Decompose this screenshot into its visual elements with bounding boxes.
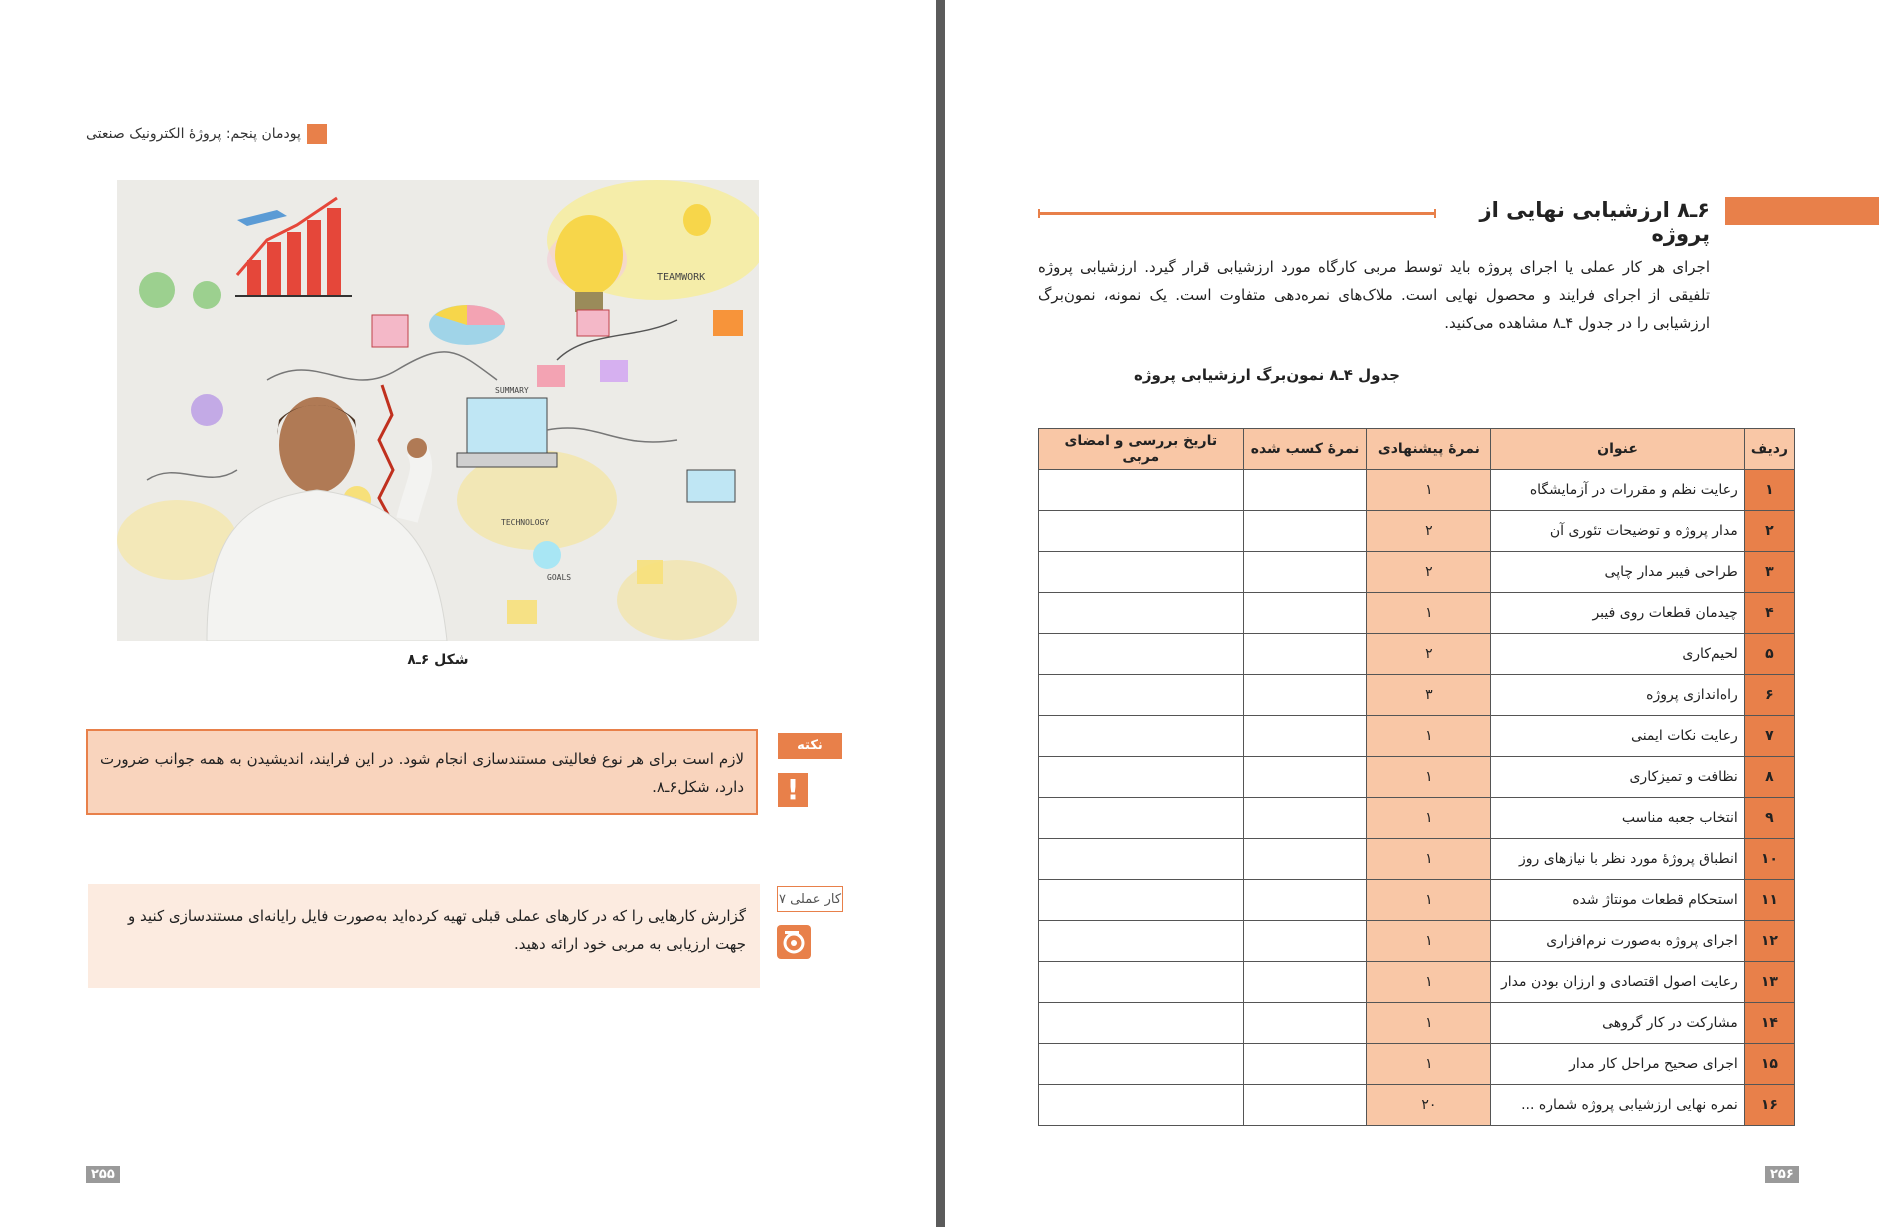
header-suggested-score: نمرۀ پیشنهادی	[1367, 429, 1491, 470]
cell-obtained-score	[1243, 552, 1367, 593]
cell-obtained-score	[1243, 1003, 1367, 1044]
section-rule	[1038, 212, 1436, 215]
cell-review-date-signature	[1039, 1044, 1244, 1085]
cell-review-date-signature	[1039, 511, 1244, 552]
cell-review-date-signature	[1039, 798, 1244, 839]
cell-row-number: ۱۲	[1744, 921, 1794, 962]
cell-suggested-score: ۱	[1367, 1044, 1491, 1085]
cell-review-date-signature	[1039, 757, 1244, 798]
cell-title: رعایت نکات ایمنی	[1491, 716, 1745, 757]
cell-obtained-score	[1243, 1044, 1367, 1085]
cell-obtained-score	[1243, 880, 1367, 921]
cell-review-date-signature	[1039, 880, 1244, 921]
cell-review-date-signature	[1039, 675, 1244, 716]
note-tag: نکته	[778, 733, 842, 759]
cell-title: راه‌اندازی پروژه	[1491, 675, 1745, 716]
table-row	[1039, 921, 1795, 962]
cell-row-number: ۷	[1744, 716, 1794, 757]
cell-row-number: ۵	[1744, 634, 1794, 675]
cell-title: نظافت و تمیزکاری	[1491, 757, 1745, 798]
cell-suggested-score: ۲۰	[1367, 1085, 1491, 1126]
figure-text-teamwork: TEAMWORK	[657, 272, 706, 283]
section-marker-bar	[1725, 197, 1879, 225]
figure-caption: شکل ۶ـ۸	[407, 652, 469, 668]
evaluation-table-body	[1039, 470, 1795, 1126]
cell-obtained-score	[1243, 511, 1367, 552]
table-row	[1039, 634, 1795, 675]
cell-review-date-signature	[1039, 470, 1244, 511]
cell-review-date-signature	[1039, 1085, 1244, 1126]
cell-review-date-signature	[1039, 552, 1244, 593]
table-row	[1039, 511, 1795, 552]
figure-brainstorm-illustration	[117, 180, 759, 641]
module-marker	[307, 124, 327, 144]
cell-row-number: ۱۵	[1744, 1044, 1794, 1085]
header-row-number: ردیف	[1744, 429, 1794, 470]
practical-work-tag: کار عملی ۷	[777, 886, 843, 912]
cell-suggested-score: ۲	[1367, 552, 1491, 593]
module-title: پودمان پنجم: پروژۀ الکترونیک صنعتی	[86, 126, 301, 142]
table-row	[1039, 470, 1795, 511]
cell-row-number: ۱	[1744, 470, 1794, 511]
cell-title: لحیم‌کاری	[1491, 634, 1745, 675]
cell-title: اجرای صحیح مراحل کار مدار	[1491, 1044, 1745, 1085]
cell-title: استحکام قطعات مونتاژ شده	[1491, 880, 1745, 921]
cell-suggested-score: ۲	[1367, 511, 1491, 552]
cell-title: مدار پروژه و توضیحات تئوری آن	[1491, 511, 1745, 552]
cell-review-date-signature	[1039, 716, 1244, 757]
cell-suggested-score: ۱	[1367, 470, 1491, 511]
cell-title: چیدمان قطعات روی فیبر	[1491, 593, 1745, 634]
cell-title: رعایت اصول اقتصادی و ارزان بودن مدار	[1491, 962, 1745, 1003]
header-title: عنوان	[1491, 429, 1745, 470]
cell-row-number: ۱۶	[1744, 1085, 1794, 1126]
table-row	[1039, 962, 1795, 1003]
cell-suggested-score: ۱	[1367, 1003, 1491, 1044]
cell-title: نمره نهایی ارزشیابی پروژه شماره ...	[1491, 1085, 1745, 1126]
table-row	[1039, 839, 1795, 880]
cell-obtained-score	[1243, 470, 1367, 511]
table-row	[1039, 716, 1795, 757]
header-obtained-score: نمرۀ کسب شده	[1243, 429, 1367, 470]
table-row	[1039, 880, 1795, 921]
page-number-right: ۲۵۶	[1765, 1166, 1799, 1183]
figure-text-technology: TECHNOLOGY	[501, 518, 550, 527]
table-row	[1039, 675, 1795, 716]
table-row	[1039, 1085, 1795, 1126]
evaluation-table	[1038, 428, 1795, 1126]
cell-obtained-score	[1243, 798, 1367, 839]
cell-suggested-score: ۱	[1367, 962, 1491, 1003]
cell-row-number: ۶	[1744, 675, 1794, 716]
cell-suggested-score: ۱	[1367, 798, 1491, 839]
cell-row-number: ۸	[1744, 757, 1794, 798]
cell-obtained-score	[1243, 675, 1367, 716]
brainstorm-illustration	[117, 180, 759, 641]
cell-review-date-signature	[1039, 1003, 1244, 1044]
table-row	[1039, 593, 1795, 634]
figure-text-goals: GOALS	[547, 573, 572, 582]
table-row	[1039, 1003, 1795, 1044]
cell-suggested-score: ۲	[1367, 634, 1491, 675]
table-row	[1039, 552, 1795, 593]
cell-title: انتخاب جعبه مناسب	[1491, 798, 1745, 839]
practical-work-text: گزارش کارهایی را که در کارهای عملی قبلی تهیه کرده‌اید به‌صورت فایل رایانه‌ای مستندسازی کنید و جهت ارزیابی به مربی خود ارائه دهید.	[128, 907, 746, 953]
intro-paragraph: اجرای هر کار عملی یا اجرای پروژه باید توسط مربی کارگاه مورد ارزشیابی قرار گیرد. ارزشیابی پروژه تلفیقی از اجرای فرایند و محصول نهایی است. ملاک‌های نمره‌دهی متفاوت است. یک نمونه، نمون‌برگ ارزشیابی را در جدول ۴ـ۸ مشاهده می‌کنید.	[1038, 258, 1710, 332]
cell-title: انطباق پروژۀ مورد نظر با نیازهای روز	[1491, 839, 1745, 880]
cell-review-date-signature	[1039, 634, 1244, 675]
exclamation-icon: !	[778, 773, 808, 807]
table-header-row	[1039, 429, 1795, 470]
table-row	[1039, 798, 1795, 839]
cell-row-number: ۱۴	[1744, 1003, 1794, 1044]
left-page	[0, 0, 936, 1227]
cell-title: مشارکت در کار گروهی	[1491, 1003, 1745, 1044]
cell-obtained-score	[1243, 921, 1367, 962]
note-box	[86, 729, 758, 815]
cell-row-number: ۱۱	[1744, 880, 1794, 921]
cell-suggested-score: ۳	[1367, 675, 1491, 716]
cell-suggested-score: ۱	[1367, 880, 1491, 921]
cell-obtained-score	[1243, 757, 1367, 798]
book-spine	[936, 0, 945, 1227]
cell-row-number: ۱۰	[1744, 839, 1794, 880]
figure-text-summary: SUMMARY	[495, 386, 529, 395]
table-row	[1039, 1044, 1795, 1085]
cell-obtained-score	[1243, 634, 1367, 675]
cell-obtained-score	[1243, 1085, 1367, 1126]
cell-obtained-score	[1243, 962, 1367, 1003]
cell-row-number: ۲	[1744, 511, 1794, 552]
cell-title: طراحی فیبر مدار چاپی	[1491, 552, 1745, 593]
cell-row-number: ۹	[1744, 798, 1794, 839]
cell-suggested-score: ۱	[1367, 757, 1491, 798]
cell-row-number: ۴	[1744, 593, 1794, 634]
cell-review-date-signature	[1039, 839, 1244, 880]
module-header	[86, 124, 327, 144]
cell-title: اجرای پروژه به‌صورت نرم‌افزاری	[1491, 921, 1745, 962]
cell-suggested-score: ۱	[1367, 921, 1491, 962]
cell-review-date-signature	[1039, 921, 1244, 962]
cell-obtained-score	[1243, 593, 1367, 634]
cell-obtained-score	[1243, 716, 1367, 757]
header-review-date-signature: تاریخ بررسی و امضای مربی	[1039, 429, 1244, 470]
page-number-left: ۲۵۵	[86, 1166, 120, 1183]
cell-review-date-signature	[1039, 962, 1244, 1003]
table-caption: جدول ۴ـ۸ نمون‌برگ ارزشیابی پروژه	[1134, 366, 1400, 384]
practical-work-icon	[777, 925, 811, 959]
note-text: لازم است برای هر نوع فعالیتی مستندسازی انجام شود. در این فرایند، اندیشیدن به همه جوانب ضرورت دارد، شکل۶ـ۸.	[100, 750, 744, 796]
cell-suggested-score: ۱	[1367, 593, 1491, 634]
cell-suggested-score: ۱	[1367, 716, 1491, 757]
cell-title: رعایت نظم و مقررات در آزمایشگاه	[1491, 470, 1745, 511]
cell-suggested-score: ۱	[1367, 839, 1491, 880]
section-title: ۶ـ۸ ارزشیابی نهایی از پروژه	[1479, 198, 1710, 246]
cell-review-date-signature	[1039, 593, 1244, 634]
cell-row-number: ۳	[1744, 552, 1794, 593]
table-row	[1039, 757, 1795, 798]
practical-work-box	[88, 884, 760, 988]
cell-obtained-score	[1243, 839, 1367, 880]
cell-row-number: ۱۳	[1744, 962, 1794, 1003]
